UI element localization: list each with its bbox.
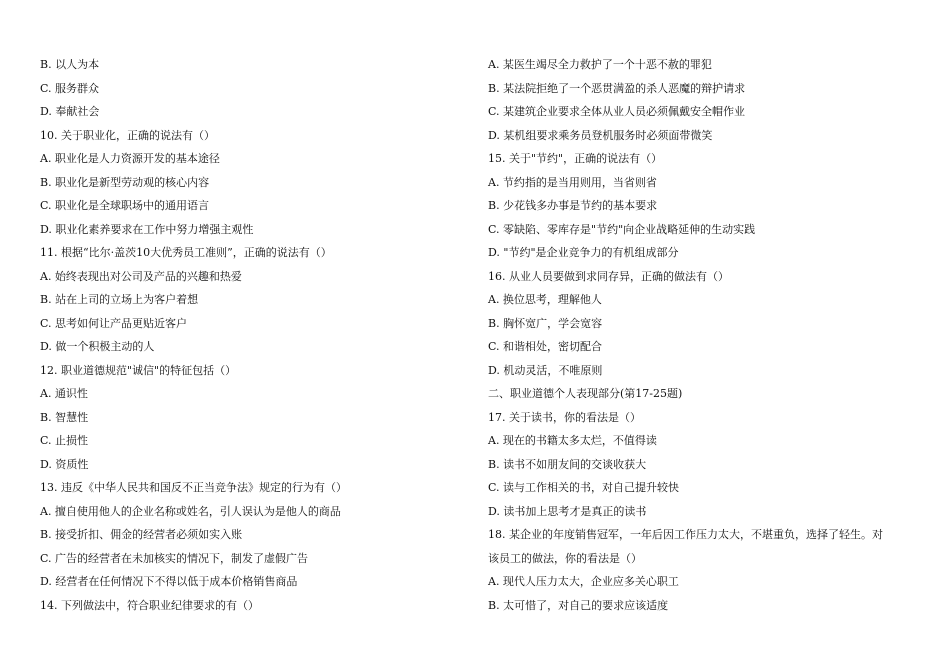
text-line: D. 读书加上思考才是真正的读书: [488, 504, 647, 518]
text-line: D. 机动灵活，不唯原则: [488, 363, 603, 377]
text-line: A. 通识性: [40, 387, 88, 400]
text-line: A. 节约指的是当用则用，当省则省: [488, 175, 657, 189]
question-10: 10. 关于职业化，正确的说法有（）: [40, 128, 215, 142]
question-18-continued: 该员工的做法，你的看法是（）: [488, 551, 642, 565]
question-14: 14. 下列做法中，符合职业纪律要求的有（）: [40, 598, 259, 612]
text-line: C. 某建筑企业要求全体从业人员必须佩戴安全帽作业: [488, 105, 746, 118]
text-line: B. 某法院拒绝了一个恶贯满盈的杀人恶魔的辩护请求: [488, 81, 746, 95]
text-line: B. 太可惜了，对自己的要求应该适度: [488, 598, 669, 612]
text-line: A. 职业化是人力资源开发的基本途径: [40, 152, 220, 165]
question-15: 15. 关于"节约"，正确的说法有（）: [488, 152, 663, 165]
text-line: D. 某机组要求乘务员登机服务时必须面带微笑: [488, 128, 713, 142]
text-line: B. 站在上司的立场上为客户着想: [40, 293, 199, 306]
text-line: D. 职业化素养要求在工作中努力增强主观性: [40, 222, 254, 236]
left-column: [40, 53, 460, 617]
question-13: 13. 违反《中华人民共和国反不正当竞争法》规定的行为有（）: [40, 481, 347, 494]
text-line: B. 智慧性: [40, 410, 89, 424]
text-line: D. 奉献社会: [40, 105, 100, 118]
text-line: B. 读书不如朋友间的交谈收获大: [488, 457, 647, 471]
text-line: C. 广告的经营者在未加核实的情况下，制发了虚假广告: [40, 551, 309, 565]
text-line: B. 职业化是新型劳动观的核心内容: [40, 175, 210, 189]
question-17: 17. 关于读书，你的看法是（）: [488, 410, 641, 424]
text-line: A. 现在的书籍太多太烂，不值得读: [488, 434, 657, 447]
text-line: C. 和谐相处，密切配合: [488, 340, 603, 353]
text-line: A. 始终表现出对公司及产品的兴趣和热爱: [40, 269, 242, 283]
text-line: A. 某医生竭尽全力救护了一个十恶不赦的罪犯: [488, 58, 712, 71]
section-heading: 二、职业道德个人表现部分(第17-25题): [488, 387, 683, 400]
text-line: A. 现代人压力太大，企业应多关心职工: [488, 575, 679, 588]
text-line: B. 胸怀宽广，学会宽容: [488, 316, 603, 330]
text-line: C. 服务群众: [40, 81, 100, 95]
text-line: C. 职业化是全球职场中的通用语言: [40, 199, 210, 212]
question-16: 16. 从业人员要做到求同存异，正确的做法有（）: [488, 269, 729, 283]
text-line: C. 止损性: [40, 434, 89, 447]
text-line: D. 做一个积极主动的人: [40, 340, 155, 353]
text-line: C. 读与工作相关的书，对自己提升较快: [488, 481, 680, 494]
text-line: D. "节约"是企业竞争力的有机组成部分: [488, 246, 679, 259]
question-18: 18. 某企业的年度销售冠军，一年后因工作压力太大，不堪重负，选择了轻生。对: [488, 528, 883, 541]
text-line: B. 接受折扣、佣金的经营者必须如实入账: [40, 528, 243, 541]
text-line: A. 擅自使用他人的企业名称或姓名，引人误认为是他人的商品: [40, 504, 341, 518]
question-11: 11. 根据“比尔·盖茨10大优秀员工准则”，正确的说法有（）: [40, 246, 332, 259]
text-line: B. 少花钱多办事是节约的基本要求: [488, 199, 658, 212]
right-column: [488, 53, 928, 617]
text-line: D. 资质性: [40, 457, 89, 471]
text-line: B. 以人为本: [40, 58, 100, 71]
text-line: C. 思考如何让产品更贴近客户: [40, 316, 188, 330]
text-line: A. 换位思考，理解他人: [488, 293, 602, 306]
text-line: D. 经营者在任何情况下不得以低于成本价格销售商品: [40, 575, 298, 588]
question-12: 12. 职业道德规范"诚信"的特征包括（）: [40, 363, 237, 377]
text-line: C. 零缺陷、零库存是"节约"向企业战略延伸的生动实践: [488, 222, 756, 236]
